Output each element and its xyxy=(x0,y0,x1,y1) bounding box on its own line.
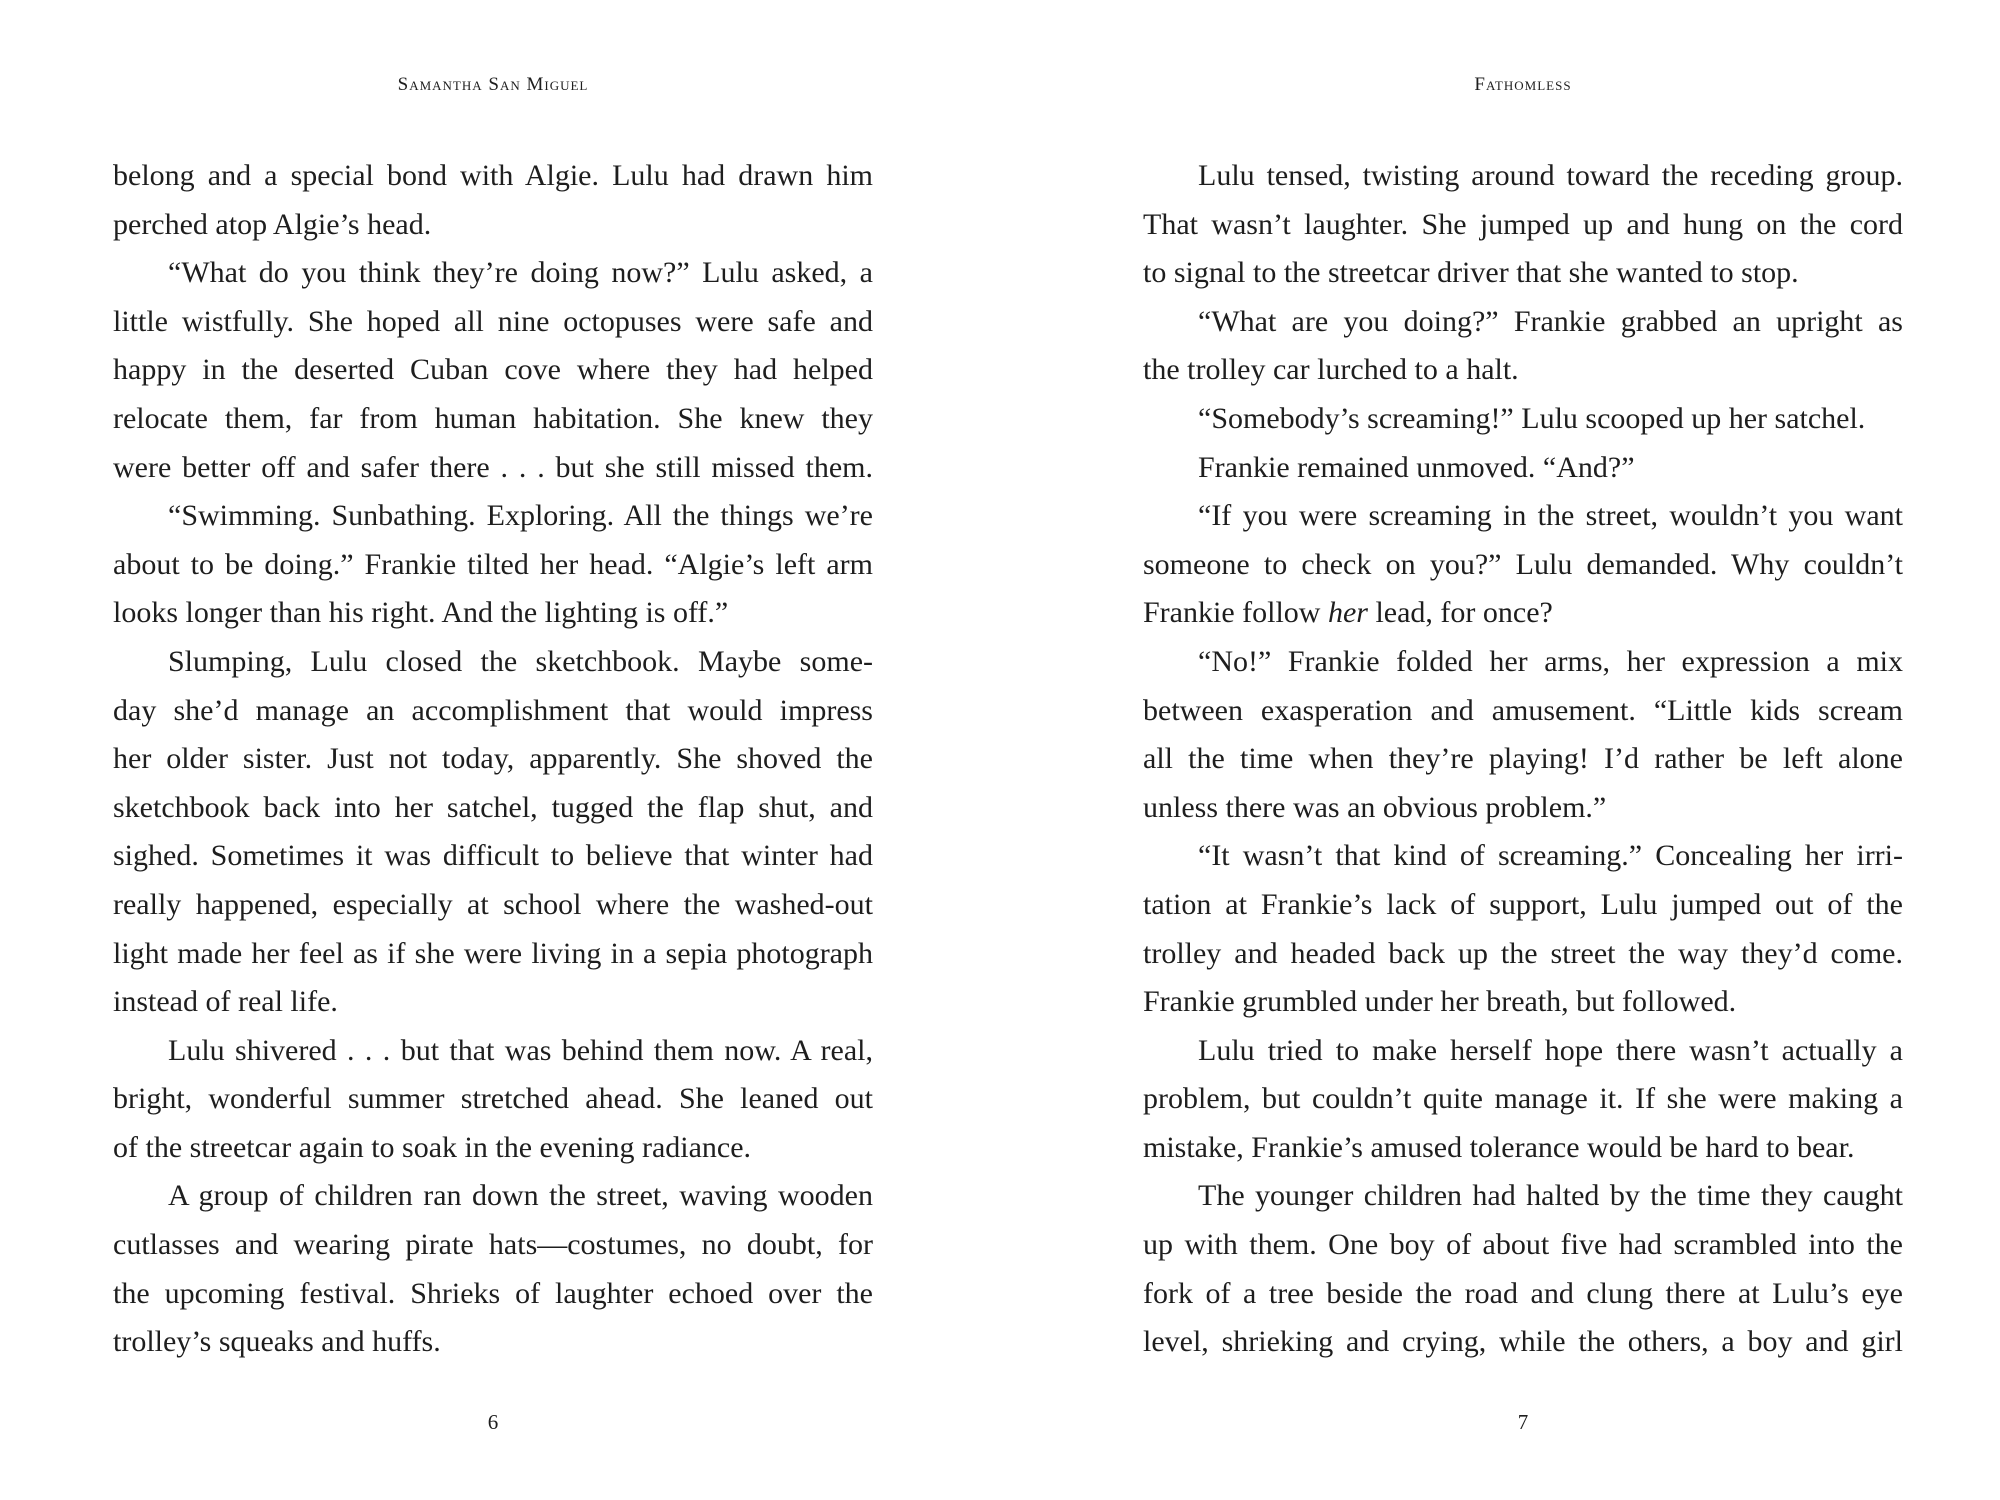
running-head-title: Fathomless xyxy=(1474,74,1572,95)
text-line: all the time when they’re playing! I’d rather be left alone xyxy=(1143,742,1903,776)
text-line: bright, wonderful summer stretched ahead. She leaned out xyxy=(113,1082,873,1116)
text-line: perched atop Algie’s head. xyxy=(113,207,432,241)
text-line: tation at Frankie’s lack of support, Lulu jumped out of the xyxy=(1143,887,1903,921)
text-line: “If you were screaming in the street, wouldn’t you want xyxy=(1198,499,1903,533)
text-line: day she’d manage an accomplishment that would impress xyxy=(113,693,873,727)
left-page xyxy=(113,0,873,1500)
text-line: the trolley car lurched to a halt. xyxy=(1143,353,1519,387)
text-line: “No!” Frankie folded her arms, her expression a mix xyxy=(1198,644,1903,678)
text-segment: lead, for once? xyxy=(1367,596,1553,630)
text-line: fork of a tree beside the road and clung there at Lulu’s eye xyxy=(1143,1276,1903,1310)
page-number: 6 xyxy=(487,1410,499,1434)
text-line: level, shrieking and crying, while the others, a boy and girl xyxy=(1143,1325,1903,1359)
text-line: up with them. One boy of about five had scrambled into the xyxy=(1143,1228,1903,1262)
text-line: A group of children ran down the street, waving wooden xyxy=(168,1179,873,1213)
running-head-author: Samantha San Miguel xyxy=(397,74,589,95)
page-number: 7 xyxy=(1517,1410,1529,1434)
text-line: the upcoming festival. Shrieks of laughter echoed over the xyxy=(113,1276,873,1310)
text-line: of the streetcar again to soak in the evening radiance. xyxy=(113,1130,752,1164)
text-line: “Somebody’s screaming!” Lulu scooped up her satchel. xyxy=(1198,401,1866,435)
text-line: instead of real life. xyxy=(113,985,338,1019)
text-line: really happened, especially at school where the washed-out xyxy=(113,887,873,921)
text-line: sighed. Sometimes it was difficult to believe that winter had xyxy=(113,839,873,873)
text-line xyxy=(1143,589,1903,638)
text-line: “It wasn’t that kind of screaming.” Concealing her irri- xyxy=(1198,839,1903,873)
text-line: Frankie remained unmoved. “And?” xyxy=(1198,450,1635,484)
text-line: happy in the deserted Cuban cove where they had helped xyxy=(113,353,873,387)
text-line: “What do you think they’re doing now?” Lulu asked, a xyxy=(168,256,873,290)
text-line: looks longer than his right. And the lighting is off.” xyxy=(113,596,729,630)
text-line: “Swimming. Sunbathing. Exploring. All the things we’re xyxy=(168,499,873,533)
text-line: problem, but couldn’t quite manage it. If she were making a xyxy=(1143,1082,1903,1116)
text-line: mistake, Frankie’s amused tolerance would be hard to bear. xyxy=(1143,1130,1855,1164)
text-line: Lulu shivered . . . but that was behind them now. A real, xyxy=(168,1033,873,1067)
text-line: were better off and safer there . . . but she still missed them. xyxy=(113,450,873,484)
text-line: light made her feel as if she were living in a sepia photograph xyxy=(113,936,873,970)
text-line: Slumping, Lulu closed the sketchbook. Maybe some- xyxy=(168,644,873,678)
text-line: trolley and headed back up the street the way they’d come. xyxy=(1143,936,1903,970)
text-line: “What are you doing?” Frankie grabbed an upright as xyxy=(1198,304,1903,338)
text-line: trolley’s squeaks and huffs. xyxy=(113,1325,441,1359)
text-line: sketchbook back into her satchel, tugged the flap shut, and xyxy=(113,790,873,824)
text-line: That wasn’t laughter. She jumped up and hung on the cord xyxy=(1143,207,1903,241)
text-line: relocate them, far from human habitation. She knew they xyxy=(113,401,873,435)
text-line: Lulu tensed, twisting around toward the receding group. xyxy=(1198,159,1903,192)
text-line: little wistfully. She hoped all nine octopuses were safe and xyxy=(113,304,873,338)
body-text xyxy=(1143,152,1903,1367)
text-line: Lulu tried to make herself hope there wasn’t actually a xyxy=(1198,1033,1903,1067)
text-line: unless there was an obvious problem.” xyxy=(1143,790,1607,824)
body-text xyxy=(113,152,873,1367)
text-line: someone to check on you?” Lulu demanded. Why couldn’t xyxy=(1143,547,1903,581)
italic-emphasis: her xyxy=(1327,596,1368,630)
text-line: cutlasses and wearing pirate hats—costumes, no doubt, for xyxy=(113,1228,873,1262)
text-line: belong and a special bond with Algie. Lulu had drawn him xyxy=(113,159,873,192)
text-line: Frankie grumbled under her breath, but followed. xyxy=(1143,985,1737,1019)
text-line: The younger children had halted by the time they caught xyxy=(1198,1179,1903,1213)
text-line: her older sister. Just not today, apparently. She shoved the xyxy=(113,742,873,776)
text-line: to signal to the streetcar driver that she wanted to stop. xyxy=(1143,256,1799,290)
right-page xyxy=(1143,0,1903,1500)
text-line: about to be doing.” Frankie tilted her head. “Algie’s left arm xyxy=(113,547,873,581)
text-segment: Frankie follow xyxy=(1143,596,1328,630)
text-line: between exasperation and amusement. “Little kids scream xyxy=(1143,693,1903,727)
